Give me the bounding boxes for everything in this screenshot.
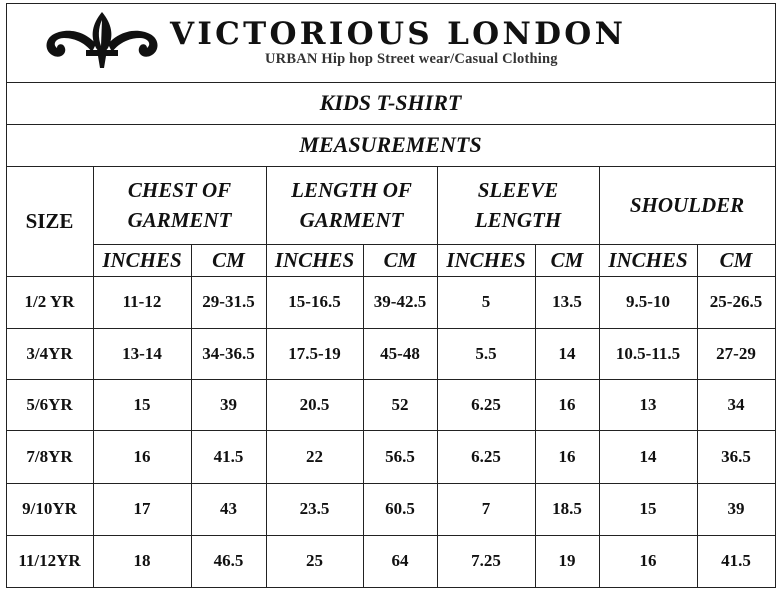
size-cell: 3/4YR xyxy=(26,343,73,363)
measurement-cell: 46.5 xyxy=(213,551,244,570)
measurement-cell: 5 xyxy=(481,292,491,311)
unit-header: CM xyxy=(212,247,245,272)
group-header xyxy=(599,166,775,244)
measurement-cell: 16 xyxy=(639,551,657,570)
grid-line xyxy=(6,587,776,588)
measurement-cell: 25-26.5 xyxy=(709,292,763,311)
measurement-cell: 14 xyxy=(558,343,576,363)
size-cell: 9/10YR xyxy=(22,499,77,518)
measurement-cell: 41.5 xyxy=(213,446,244,466)
section-title: MEASUREMENTS xyxy=(299,132,482,157)
measurement-cell: 17.5-19 xyxy=(288,343,341,363)
size-cell: 7/8YR xyxy=(26,446,73,466)
brand-tagline: URBAN Hip hop Street wear/Casual Clothing xyxy=(265,51,558,67)
group-header-line1: SHOULDER xyxy=(629,193,745,217)
group-header xyxy=(266,166,437,244)
unit-header: CM xyxy=(383,247,417,272)
measurement-cell: 22 xyxy=(306,446,323,466)
measurement-cell: 15 xyxy=(639,499,657,518)
measurement-cell: 18 xyxy=(133,551,151,570)
brand-name: VICTORIOUS LONDON xyxy=(170,16,627,52)
measurement-cell: 34-36.5 xyxy=(202,343,255,363)
product-title: KIDS T-SHIRT xyxy=(319,90,462,115)
measurement-cell: 6.25 xyxy=(471,394,501,414)
measurement-cell: 25 xyxy=(306,551,323,570)
unit-header: INCHES xyxy=(608,247,688,272)
unit-header: CM xyxy=(550,247,584,272)
group-header-line1: LENGTH OF xyxy=(291,178,412,202)
measurement-cell: 13.5 xyxy=(552,292,582,311)
group-header-line1: SLEEVE xyxy=(477,178,559,202)
size-cell: 11/12YR xyxy=(18,551,81,570)
measurement-cell: 13-14 xyxy=(122,343,162,363)
group-header xyxy=(437,166,599,244)
measurement-cell: 29-31.5 xyxy=(202,292,255,311)
fleur-de-lis-icon xyxy=(40,10,165,70)
measurement-cell: 56.5 xyxy=(385,446,415,466)
measurement-cell: 39-42.5 xyxy=(373,292,427,311)
measurement-cell: 27-29 xyxy=(716,343,756,363)
measurement-cell: 45-48 xyxy=(380,343,420,363)
measurement-cell: 11-12 xyxy=(122,292,162,311)
measurement-cell: 16 xyxy=(558,446,576,466)
group-header-line1: CHEST OF xyxy=(127,178,232,202)
measurement-cell: 19 xyxy=(558,551,576,570)
measurement-cell: 10.5-11.5 xyxy=(615,343,681,363)
measurement-cell: 23.5 xyxy=(299,499,330,518)
measurement-cell: 60.5 xyxy=(385,499,415,518)
measurement-cell: 6.25 xyxy=(471,446,501,466)
group-header-line2: GARMENT xyxy=(299,208,404,232)
measurement-cell: 52 xyxy=(391,394,409,414)
measurement-cell: 18.5 xyxy=(552,499,582,518)
measurement-cell: 34 xyxy=(727,394,745,414)
grid-line xyxy=(6,124,776,125)
group-header-line2: GARMENT xyxy=(127,208,232,232)
size-cell: 1/2 YR xyxy=(24,292,75,311)
measurement-cell: 7 xyxy=(481,499,491,518)
measurement-cell: 9.5-10 xyxy=(626,292,670,311)
measurement-cell: 17 xyxy=(133,499,151,518)
measurement-cell: 5.5 xyxy=(475,343,497,363)
measurement-cell: 36.5 xyxy=(721,446,751,466)
group-header xyxy=(93,166,266,244)
unit-header: CM xyxy=(719,247,753,272)
unit-header: INCHES xyxy=(274,247,355,272)
measurement-cell: 16 xyxy=(133,446,151,466)
grid-line xyxy=(6,82,776,83)
size-column-header: SIZE xyxy=(25,208,74,233)
measurement-cell: 20.5 xyxy=(299,394,330,414)
grid-line xyxy=(775,3,776,588)
measurement-cell: 16 xyxy=(558,394,576,414)
grid-line xyxy=(6,3,776,4)
measurement-cell: 39 xyxy=(727,499,745,518)
unit-header: INCHES xyxy=(446,247,526,272)
measurement-cell: 14 xyxy=(639,446,657,466)
measurement-cell: 41.5 xyxy=(721,551,751,570)
unit-header: INCHES xyxy=(102,247,182,272)
measurement-cell: 13 xyxy=(639,394,657,414)
measurement-cell: 39 xyxy=(220,394,237,414)
measurement-cell: 15-16.5 xyxy=(288,292,341,311)
measurement-cell: 64 xyxy=(391,551,409,570)
measurement-cell: 7.25 xyxy=(471,551,501,570)
measurement-cell: 43 xyxy=(220,499,237,518)
group-header-line2: LENGTH xyxy=(474,208,562,232)
measurement-cell: 15 xyxy=(133,394,151,414)
size-cell: 5/6YR xyxy=(26,394,73,414)
